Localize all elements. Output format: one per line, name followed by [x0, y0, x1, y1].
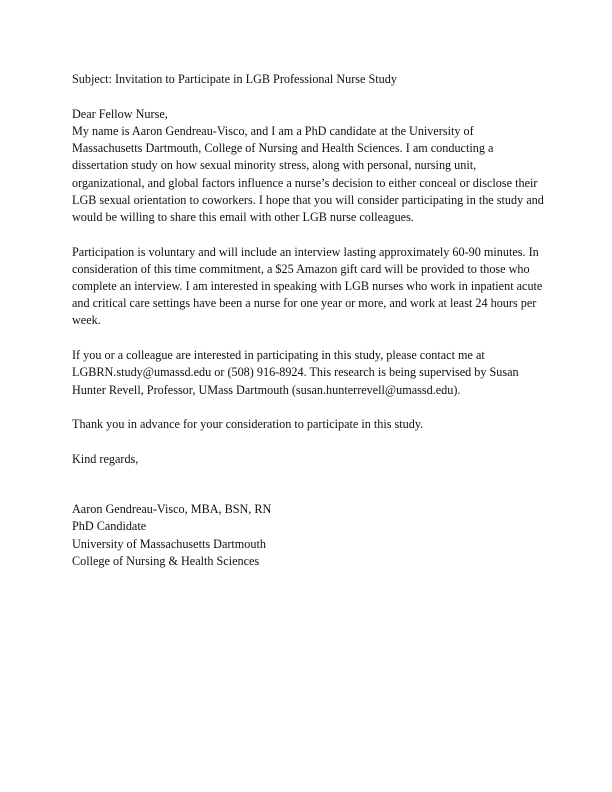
- contact-line: If you or a colleague are interested in participating in this study, please contact me at: [72, 348, 485, 363]
- signature-block: [72, 501, 542, 570]
- salutation: Dear Fellow Nurse,: [72, 106, 168, 121]
- participation-paragraph: [72, 244, 542, 330]
- intro-line: organizational, and global factors influence a nurse’s decision to either conceal or disclose their: [72, 175, 538, 190]
- intro-line: Massachusetts Dartmouth, College of Nursing and Health Sciences. I am conducting a: [72, 141, 494, 156]
- letter-page: [72, 71, 542, 570]
- intro-line: would be willing to share this email with other LGB nurse colleagues.: [72, 209, 414, 224]
- signature-university: University of Massachusetts Dartmouth: [72, 536, 266, 551]
- closing-line: Kind regards,: [72, 451, 139, 466]
- participation-line: and critical care settings have been a nurse for one year or more, and work at least 24 hours per: [72, 296, 537, 311]
- signature-college: College of Nursing & Health Sciences: [72, 553, 260, 568]
- contact-line: Hunter Revell, Professor, UMass Dartmouth (susan.hunterrevell@umassd.edu).: [72, 382, 461, 397]
- intro-paragraph: [72, 123, 542, 226]
- intro-line: My name is Aaron Gendreau-Visco, and I am a PhD candidate at the University of: [72, 123, 474, 138]
- participation-line: Participation is voluntary and will include an interview lasting approximately 60-90 minutes. In: [72, 244, 539, 259]
- participation-line: week.: [72, 313, 101, 328]
- intro-line: dissertation study on how sexual minority stress, along with personal, nursing unit,: [72, 158, 477, 173]
- contact-line: LGBRN.study@umassd.edu or (508) 916-8924. This research is being supervised by Susan: [72, 365, 519, 380]
- intro-line: LGB sexual orientation to coworkers. I hope that you will consider participating in the study and: [72, 192, 544, 207]
- subject-line: Subject: Invitation to Participate in LGB Professional Nurse Study: [72, 72, 397, 86]
- participation-line: consideration of this time commitment, a $25 Amazon gift card will be provided to those who: [72, 261, 530, 276]
- contact-paragraph: [72, 347, 542, 399]
- signature-title: PhD Candidate: [72, 519, 147, 534]
- participation-line: complete an interview. I am interested in speaking with LGB nurses who work in inpatient acute: [72, 279, 543, 294]
- thanks-line: Thank you in advance for your consideration to participate in this study.: [72, 417, 424, 432]
- signature-name: Aaron Gendreau-Visco, MBA, BSN, RN: [72, 502, 272, 517]
